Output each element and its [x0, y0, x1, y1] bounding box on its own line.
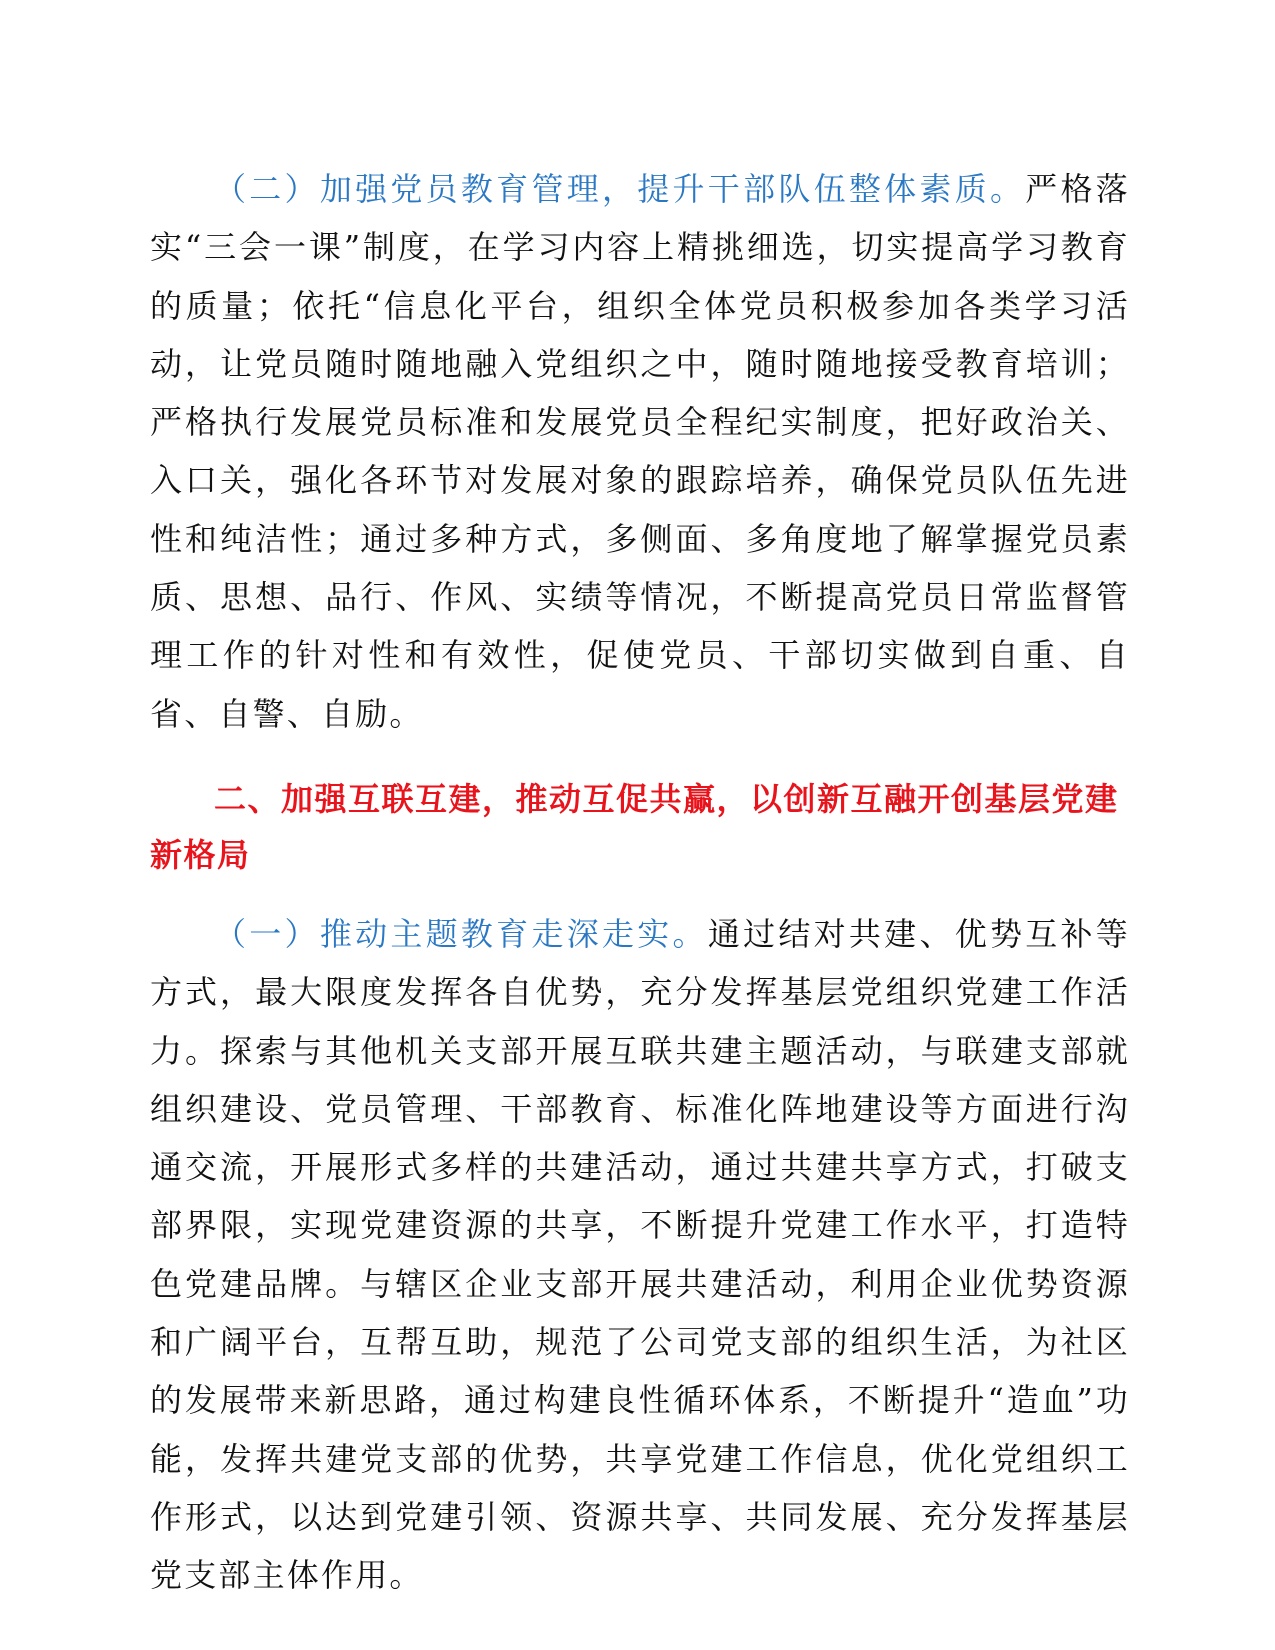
paragraph-body-text: 严格落实“三会一课”制度，在学习内容上精挑细选，切实提高学习教育的质量；依托“信息化平台，组织全体党员积极参加各类学习活动，让党员随时随地融入党组织之中，随时随地接受教育培训；严格执行发展党员标准和发展党员全程纪实制度，把好政治关、入口关，强化各环节对发展对象的跟踪培养，确保党员队伍先进性和纯洁性；通过多种方式，多侧面、多角度地了解掌握党员素质、思想、品行、作风、实绩等情况，不断提高党员日常监督管理工作的针对性和有效性，促使党员、干部切实做到自重、自省、自警、自励。 [150, 170, 1130, 733]
paragraph-party-member-education [150, 160, 1130, 743]
paragraph-theme-education [150, 905, 1130, 1605]
subheading-strengthen-member-education: （二）加强党员教育管理，提升干部队伍整体素质。 [214, 170, 1026, 208]
paragraph-body-text: 通过结对共建、优势互补等方式，最大限度发挥各自优势，充分发挥基层党组织党建工作活力。探索与其他机关支部开展互联共建主题活动，与联建支部就组织建设、党员管理、干部教育、标准化阵地建设等方面进行沟通交流，开展形式多样的共建活动，通过共建共享方式，打破支部界限，实现党建资源的共享，不断提升党建工作水平，打造特色党建品牌。与辖区企业支部开展共建活动，利用企业优势资源和广阔平台，互帮互助，规范了公司党支部的组织生活，为社区的发展带来新思路，通过构建良性循环体系，不断提升“造血”功能，发挥共建党支部的优势，共享党建工作信息，优化党组织工作形式，以达到党建引领、资源共享、共同发展、充分发挥基层党支部主体作用。 [150, 914, 1130, 1595]
document-content [150, 160, 1130, 1605]
section-heading-mutual-construction: 二、加强互联互建，推动互促共赢，以创新互融开创基层党建新格局 [150, 779, 1119, 874]
spacer [150, 743, 1130, 753]
subheading-theme-education: （一）推动主题教育走深走实。 [214, 914, 708, 953]
